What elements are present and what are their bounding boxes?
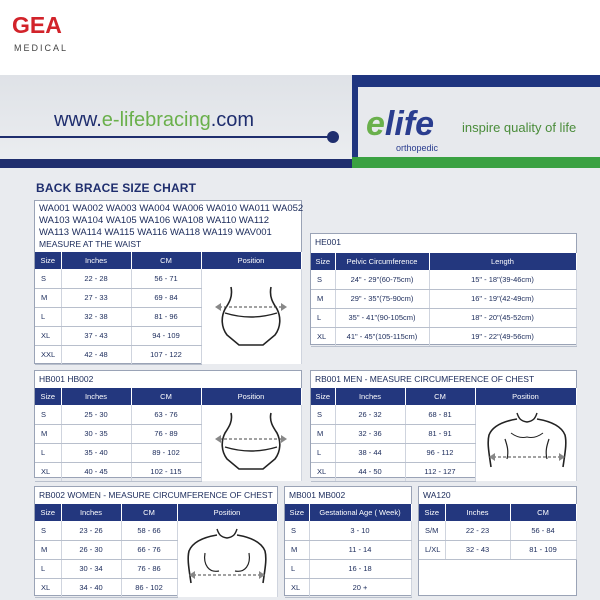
cell: M [311, 289, 335, 308]
url-suffix: .com [210, 109, 255, 131]
cell: 69 - 84 [131, 288, 201, 307]
cell: 56 - 84 [510, 521, 576, 540]
panel-hb001 [34, 370, 302, 478]
codes-line: WA103 WA104 WA105 WA106 WA108 WA110 WA112 [39, 215, 270, 226]
cell: 89 - 102 [131, 443, 201, 462]
cell: 76 - 89 [131, 424, 201, 443]
logo-brand: GEA [12, 12, 62, 38]
header-cell: Inches [61, 388, 131, 405]
header-cell: CM [405, 388, 475, 405]
cell: 26 - 30 [61, 540, 121, 559]
cell: 25 - 30 [61, 405, 131, 424]
panel-mb001 [284, 486, 412, 596]
waist-figure-icon [213, 283, 289, 349]
header-cell: Size [419, 504, 445, 521]
cell: M [35, 540, 61, 559]
panel-wa120 [418, 486, 577, 596]
panel-rb002 [34, 486, 278, 596]
header-cell: Inches [445, 504, 510, 521]
cell: XL [311, 462, 335, 481]
table-header-row [311, 388, 576, 405]
cell: 29" - 35"(75-90cm) [335, 289, 429, 308]
cell: M [285, 540, 309, 559]
cell: 27 - 33 [61, 288, 131, 307]
cell: 35 - 40 [61, 443, 131, 462]
table-row [419, 540, 576, 559]
panel-rb001 [310, 370, 577, 478]
panel-title: MB001 MB002 [289, 490, 346, 500]
cell: 30 - 35 [61, 424, 131, 443]
banner-line [0, 136, 330, 138]
cell: 32 - 43 [445, 540, 510, 559]
cell: 112 - 127 [405, 462, 475, 481]
table-header-row [35, 504, 277, 521]
panel-title: HE001 [315, 237, 341, 247]
elife-rest: life [384, 105, 435, 143]
cell: 22 - 28 [61, 269, 131, 288]
cell: 16" - 19"(42-49cm) [429, 289, 576, 308]
codes-line: WA001 WA002 WA003 WA004 WA006 WA010 WA011 WA052 [39, 203, 304, 214]
cell: 81 - 96 [131, 307, 201, 326]
cell: M [35, 288, 61, 307]
cell: S [311, 270, 335, 289]
cell: 35" - 41"(90-105cm) [335, 308, 429, 327]
cell: 18" - 20"(45-52cm) [429, 308, 576, 327]
cell: 63 - 76 [131, 405, 201, 424]
cell: 102 - 115 [131, 462, 201, 481]
elife-e: e [366, 105, 385, 143]
banner-url[interactable] [54, 109, 254, 132]
header-cell: Position [201, 388, 301, 405]
banner-dot [327, 131, 339, 143]
orthopedic-label: orthopedic [396, 143, 439, 153]
url-prefix: www. [54, 109, 102, 131]
banner-logo-box [358, 87, 600, 157]
panel-title: WA120 [423, 490, 451, 500]
panel-title: RB001 MEN - MEASURE CIRCUMFERENCE OF CHEST [315, 374, 535, 384]
panel-title: RB002 WOMEN - MEASURE CIRCUMFERENCE OF CHEST [39, 490, 273, 500]
cell: 42 - 48 [61, 345, 131, 364]
logo-sub: MEDICAL [14, 43, 69, 53]
cell: 81 - 91 [405, 424, 475, 443]
header-cell: Size [311, 388, 335, 405]
cell: 23 - 26 [61, 521, 121, 540]
cell: L [311, 308, 335, 327]
cell: S/M [419, 521, 445, 540]
table-header-row [35, 388, 301, 405]
cell: 32 - 36 [335, 424, 405, 443]
table-header-row [419, 504, 576, 521]
header-cell: Size [311, 253, 335, 270]
cell: 107 - 122 [131, 345, 201, 364]
cell: 11 - 14 [309, 540, 411, 559]
table-row [285, 540, 411, 559]
cell: 44 - 50 [335, 462, 405, 481]
panel-title: HB001 HB002 [39, 374, 94, 384]
url-domain: e-lifebracing [101, 109, 211, 131]
elife-banner [0, 75, 600, 168]
cell: L [285, 559, 309, 578]
cell: 56 - 71 [131, 269, 201, 288]
cell: XL [35, 578, 61, 597]
female-chest-figure-icon [183, 525, 271, 589]
cell: S [311, 405, 335, 424]
cell: 41" - 45"(105-115cm) [335, 327, 429, 346]
panel-he001 [310, 233, 577, 345]
cell: M [311, 424, 335, 443]
cell: L/XL [419, 540, 445, 559]
header-cell: CM [131, 252, 201, 269]
tagline: inspire quality of life [462, 120, 577, 135]
cell: 32 - 38 [61, 307, 131, 326]
header-cell: Inches [61, 252, 131, 269]
size-table-he001 [311, 253, 577, 347]
measure-label: MEASURE AT THE WAIST [39, 239, 142, 249]
header-cell: Inches [61, 504, 121, 521]
cell: 22 - 23 [445, 521, 510, 540]
table-row [285, 578, 411, 597]
cell: 30 - 34 [61, 559, 121, 578]
banner-bottom-bar [0, 159, 352, 168]
cell: 38 - 44 [335, 443, 405, 462]
header-cell: Size [35, 252, 61, 269]
banner-green-bar [352, 157, 600, 168]
cell: L [35, 559, 61, 578]
cell: XL [285, 578, 309, 597]
header-cell: CM [510, 504, 576, 521]
table-header-row [311, 253, 576, 270]
cell: M [35, 424, 61, 443]
gea-medical-logo [8, 10, 88, 58]
header-cell: Size [35, 504, 61, 521]
chart-title: BACK BRACE SIZE CHART [36, 181, 197, 195]
cell: S [35, 521, 61, 540]
cell: 15" - 18"(39-46cm) [429, 270, 576, 289]
cell: S [35, 269, 61, 288]
cell: S [285, 521, 309, 540]
header-cell: Position [201, 252, 301, 269]
cell: S [35, 405, 61, 424]
cell: 86 - 102 [121, 578, 177, 597]
header-cell: Gestational Age ( Week) [309, 504, 411, 521]
cell: XXL [35, 345, 61, 364]
header-cell: Length [429, 253, 576, 270]
cell: XL [35, 326, 61, 345]
header-cell: Pelvic Circumference [335, 253, 429, 270]
cell: 96 - 112 [405, 443, 475, 462]
table-row [311, 327, 576, 346]
header-cell: CM [121, 504, 177, 521]
cell: L [35, 443, 61, 462]
cell: XL [35, 462, 61, 481]
header-cell: CM [131, 388, 201, 405]
panel-waist [34, 200, 302, 364]
size-table-mb001 [285, 504, 412, 598]
cell: 3 - 10 [309, 521, 411, 540]
hip-figure-icon [213, 409, 289, 473]
banner-left [0, 75, 352, 168]
header-cell: Size [35, 388, 61, 405]
cell: 37 - 43 [61, 326, 131, 345]
cell: 68 - 81 [405, 405, 475, 424]
table-row [311, 270, 576, 289]
cell: 94 - 109 [131, 326, 201, 345]
header-cell: Position [475, 388, 576, 405]
table-header-row [285, 504, 411, 521]
elife-logo [366, 105, 434, 144]
cell: 19" - 22"(49-56cm) [429, 327, 576, 346]
table-row [311, 308, 576, 327]
banner-right [352, 75, 600, 168]
cell: 20 + [309, 578, 411, 597]
header-cell: Inches [335, 388, 405, 405]
cell: 81 - 109 [510, 540, 576, 559]
cell: 40 - 45 [61, 462, 131, 481]
table-row [285, 521, 411, 540]
male-chest-figure-icon [483, 409, 571, 473]
cell: 66 - 76 [121, 540, 177, 559]
header-cell: Position [177, 504, 277, 521]
codes-line: WA113 WA114 WA115 WA116 WA118 WA119 WAV001 [39, 227, 272, 238]
table-row [285, 559, 411, 578]
cell: 34 - 40 [61, 578, 121, 597]
header-cell: Size [285, 504, 309, 521]
table-header-row [35, 252, 301, 269]
product-codes [39, 203, 303, 239]
cell: L [35, 307, 61, 326]
cell: L [311, 443, 335, 462]
table-row [419, 521, 576, 540]
cell: 16 - 18 [309, 559, 411, 578]
cell: 26 - 32 [335, 405, 405, 424]
cell: 76 - 86 [121, 559, 177, 578]
table-row [311, 289, 576, 308]
cell: XL [311, 327, 335, 346]
cell: 58 - 66 [121, 521, 177, 540]
size-table-wa120 [419, 504, 577, 560]
cell: 24" - 29"(60-75cm) [335, 270, 429, 289]
